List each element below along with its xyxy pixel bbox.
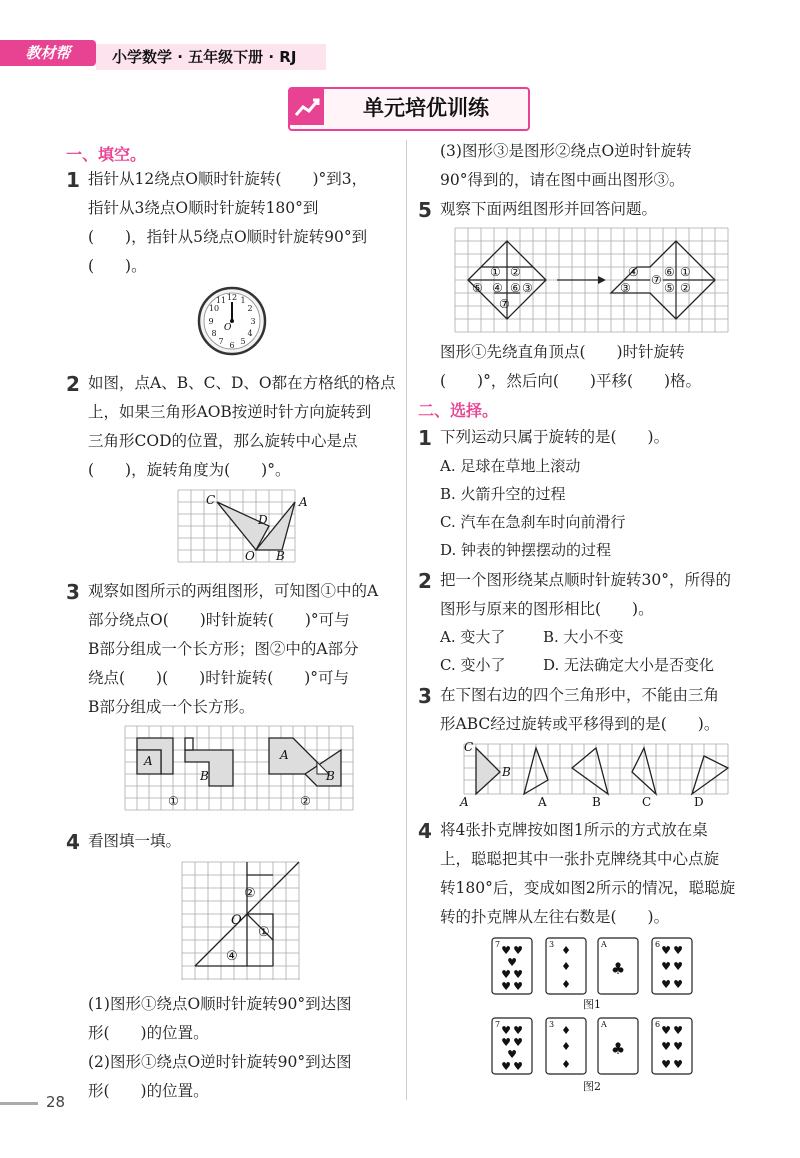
svg-text:♥: ♥	[513, 944, 523, 957]
q3-label: A	[144, 754, 153, 768]
q3-number: 3	[66, 580, 80, 604]
card-rank: 3	[549, 1020, 555, 1029]
c4-line: 转的扑克牌从左往右数是( )。	[440, 908, 670, 926]
c2-option: A. 变大了	[440, 628, 506, 646]
c2-number: 2	[418, 569, 432, 593]
svg-text:♥: ♥	[673, 944, 683, 957]
svg-text:2: 2	[247, 304, 253, 313]
q5-line: 图形①先绕直角顶点( )时针旋转	[440, 343, 685, 361]
card-rank: 3	[549, 940, 555, 949]
q3-grid-figure	[120, 724, 370, 816]
q1-line: ( )，指针从5绕点O顺时针旋转90°到	[88, 228, 368, 246]
q4-label: O	[231, 913, 242, 928]
svg-text:5: 5	[240, 337, 246, 346]
card-rank: 7	[495, 940, 501, 949]
section-choice-heading: 二、选择。	[418, 401, 499, 420]
card-rank: 7	[495, 1020, 501, 1029]
svg-text:1: 1	[240, 296, 246, 305]
svg-text:♦: ♦	[561, 1040, 571, 1053]
q3-label: B	[326, 769, 335, 783]
c1-stem: 下列运动只属于旋转的是( )。	[440, 428, 670, 446]
q5-label: ③	[620, 281, 631, 295]
chart-trend-icon	[290, 89, 324, 125]
svg-text:♥: ♥	[513, 980, 523, 993]
svg-text:6: 6	[229, 341, 235, 350]
q5-grid-figure	[452, 226, 737, 334]
q5-number: 5	[418, 198, 432, 222]
q3-label: ②	[300, 794, 311, 808]
figure-1-caption: 图1	[583, 998, 601, 1011]
svg-text:♥: ♥	[673, 978, 683, 991]
page-number: 28	[46, 1093, 66, 1111]
c4-line: 转180°后，变成如图2所示的情况，聪聪旋	[440, 879, 736, 897]
q3-line: 观察如图所示的两组图形，可知图①中的A	[88, 582, 379, 600]
c3-label: B	[592, 795, 601, 809]
q5-label: ⑥	[510, 281, 521, 295]
c3-label: B	[502, 765, 511, 779]
svg-text:♥: ♥	[661, 1024, 671, 1037]
card-rank: A	[601, 940, 607, 949]
q1-line: ( )。	[88, 257, 147, 275]
card-rank: 6	[655, 1020, 661, 1029]
svg-text:♣: ♣	[610, 1039, 626, 1058]
header-subtitle: 小学数学 · 五年级下册 · RJ	[112, 48, 297, 66]
svg-text:♣: ♣	[610, 959, 626, 978]
c2-option: D. 无法确定大小是否变化	[543, 656, 715, 674]
svg-text:♥: ♥	[513, 1060, 523, 1073]
q4-grid-figure	[176, 860, 306, 986]
header-tag: 教材帮	[0, 40, 96, 66]
svg-text:11: 11	[215, 296, 227, 305]
q2-line: 如图，点A、B、C、D、O都在方格纸的格点	[88, 374, 396, 392]
svg-text:♥: ♥	[673, 1058, 683, 1071]
c1-option: C. 汽车在急刹车时向前滑行	[440, 513, 626, 531]
q3-label: B	[200, 769, 209, 783]
c2-option: C. 变小了	[440, 656, 506, 674]
svg-text:♥: ♥	[501, 944, 511, 957]
q5-label: ①	[490, 265, 501, 279]
svg-text:7: 7	[218, 337, 224, 346]
q5-label: ⑤	[472, 281, 483, 295]
svg-text:9: 9	[208, 317, 214, 326]
q3-line: B部分组成一个长方形。	[88, 698, 255, 716]
q4-line: (1)图形①绕点O顺时针旋转90°到达图	[88, 995, 352, 1013]
q2-number: 2	[66, 372, 80, 396]
q5-label: ⑥	[664, 265, 675, 279]
c2-option: B. 大小不变	[543, 628, 624, 646]
svg-text:♥: ♥	[501, 1036, 511, 1049]
q4-label: ②	[244, 886, 256, 901]
column-divider	[406, 140, 407, 1100]
q2-line: 上，如果三角形AOB按逆时针方向旋转到	[88, 403, 372, 421]
q5-label: ④	[492, 281, 503, 295]
c1-option: B. 火箭升空的过程	[440, 485, 566, 503]
q2-grid-figure	[170, 488, 320, 568]
section-fill-heading: 一、填空。	[66, 145, 147, 164]
c3-line: 在下图右边的四个三角形中，不能由三角	[440, 686, 720, 704]
q4-line: 形( )的位置。	[88, 1082, 209, 1100]
q4-label: ①	[258, 925, 270, 940]
svg-text:♦: ♦	[561, 1058, 571, 1071]
c3-label: D	[694, 795, 704, 809]
q3-line: 绕点( )( )时针旋转( )°可与	[88, 669, 350, 687]
svg-text:♥: ♥	[501, 1024, 511, 1037]
q2-label: O	[245, 549, 255, 563]
card-rank: A	[601, 1020, 607, 1029]
q2-label: A	[299, 495, 308, 509]
c3-label: C	[642, 795, 652, 809]
q1-line: 指针从12绕点O顺时针旋转( )°到3，	[88, 170, 368, 188]
c4-number: 4	[418, 819, 432, 843]
c2-line: 图形与原来的图形相比( )。	[440, 600, 654, 618]
c1-option: A. 足球在草地上滚动	[440, 457, 581, 475]
c3-number: 3	[418, 684, 432, 708]
svg-text:♥: ♥	[673, 1040, 683, 1053]
svg-text:3: 3	[250, 317, 256, 326]
q2-line: ( )，旋转角度为( )°。	[88, 461, 291, 479]
q4b-line: 90°得到的，请在图中画出图形③。	[440, 171, 685, 189]
c2-line: 把一个图形绕某点顺时针旋转30°，所得的	[440, 571, 731, 589]
c3-line: 形ABC经过旋转或平移得到的是( )。	[440, 715, 720, 733]
svg-text:♦: ♦	[561, 978, 571, 991]
q2-label: D	[258, 513, 268, 527]
svg-text:♦: ♦	[561, 944, 571, 957]
svg-text:♥: ♥	[673, 960, 683, 973]
q4-line: 形( )的位置。	[88, 1024, 209, 1042]
svg-text:8: 8	[211, 329, 217, 338]
svg-text:O: O	[224, 323, 232, 333]
svg-text:10: 10	[208, 304, 220, 313]
svg-text:♥: ♥	[673, 1024, 683, 1037]
q4-number: 4	[66, 830, 80, 854]
q5-lead: 观察下面两组图形并回答问题。	[440, 200, 658, 218]
q5-label: ⑦	[499, 297, 510, 311]
q5-label: ⑦	[651, 273, 662, 287]
svg-text:♥: ♥	[501, 968, 511, 981]
c3-label: A	[538, 795, 547, 809]
svg-text:♥: ♥	[507, 956, 517, 969]
page-number-bar	[0, 1102, 38, 1105]
q3-line: 部分绕点O( )时针旋转( )°可与	[88, 611, 350, 629]
q5-label: ③	[522, 281, 533, 295]
q5-label: ②	[680, 281, 691, 295]
q4-lead: 看图填一填。	[88, 832, 182, 850]
q5-label: ②	[510, 265, 521, 279]
c4-line: 上，聪聪把其中一张扑克牌绕其中心点旋	[440, 850, 720, 868]
q5-label: ④	[628, 265, 639, 279]
q2-line: 三角形COD的位置，那么旋转中心是点	[88, 432, 358, 450]
c3-label: A	[460, 795, 469, 809]
svg-text:♥: ♥	[661, 1058, 671, 1071]
q2-label: B	[276, 549, 285, 563]
svg-text:♥: ♥	[513, 1036, 523, 1049]
q3-label: ①	[168, 794, 179, 808]
q2-label: C	[206, 493, 216, 507]
q5-label: ①	[680, 265, 691, 279]
q4-label: ④	[226, 949, 238, 964]
q4b-line: (3)图形③是图形②绕点O逆时针旋转	[440, 142, 692, 160]
svg-text:♥: ♥	[661, 944, 671, 957]
c1-option: D. 钟表的钟摆摆动的过程	[440, 541, 612, 559]
svg-text:♥: ♥	[501, 980, 511, 993]
svg-text:♦: ♦	[561, 1024, 571, 1037]
svg-text:♥: ♥	[661, 978, 671, 991]
svg-text:♥: ♥	[507, 1048, 517, 1061]
c1-number: 1	[418, 426, 432, 450]
svg-text:♥: ♥	[661, 960, 671, 973]
c3-grid-figure	[456, 740, 746, 810]
q1-line: 指针从3绕点O顺时针旋转180°到	[88, 199, 319, 217]
svg-text:♥: ♥	[513, 1024, 523, 1037]
svg-text:12: 12	[226, 293, 238, 302]
c3-label: C	[464, 740, 474, 754]
svg-text:4: 4	[247, 329, 253, 338]
q4-line: (2)图形①绕点O逆时针旋转90°到达图	[88, 1053, 352, 1071]
figure-2-caption: 图2	[583, 1080, 601, 1093]
page-title: 单元培优训练	[363, 96, 489, 120]
q3-label: A	[280, 748, 289, 762]
c4-line: 将4张扑克牌按如图1所示的方式放在桌	[440, 821, 708, 839]
svg-text:♦: ♦	[561, 960, 571, 973]
svg-text:♥: ♥	[501, 1060, 511, 1073]
c4-cards-figure	[486, 936, 706, 1096]
q1-number: 1	[66, 168, 80, 192]
svg-text:♥: ♥	[513, 968, 523, 981]
clock-figure	[192, 286, 272, 356]
q3-line: B部分组成一个长方形；图②中的A部分	[88, 640, 359, 658]
card-rank: 6	[655, 940, 661, 949]
q5-label: ⑤	[664, 281, 675, 295]
svg-text:♥: ♥	[661, 1040, 671, 1053]
q5-line: ( )°，然后向( )平移( )格。	[440, 372, 702, 390]
